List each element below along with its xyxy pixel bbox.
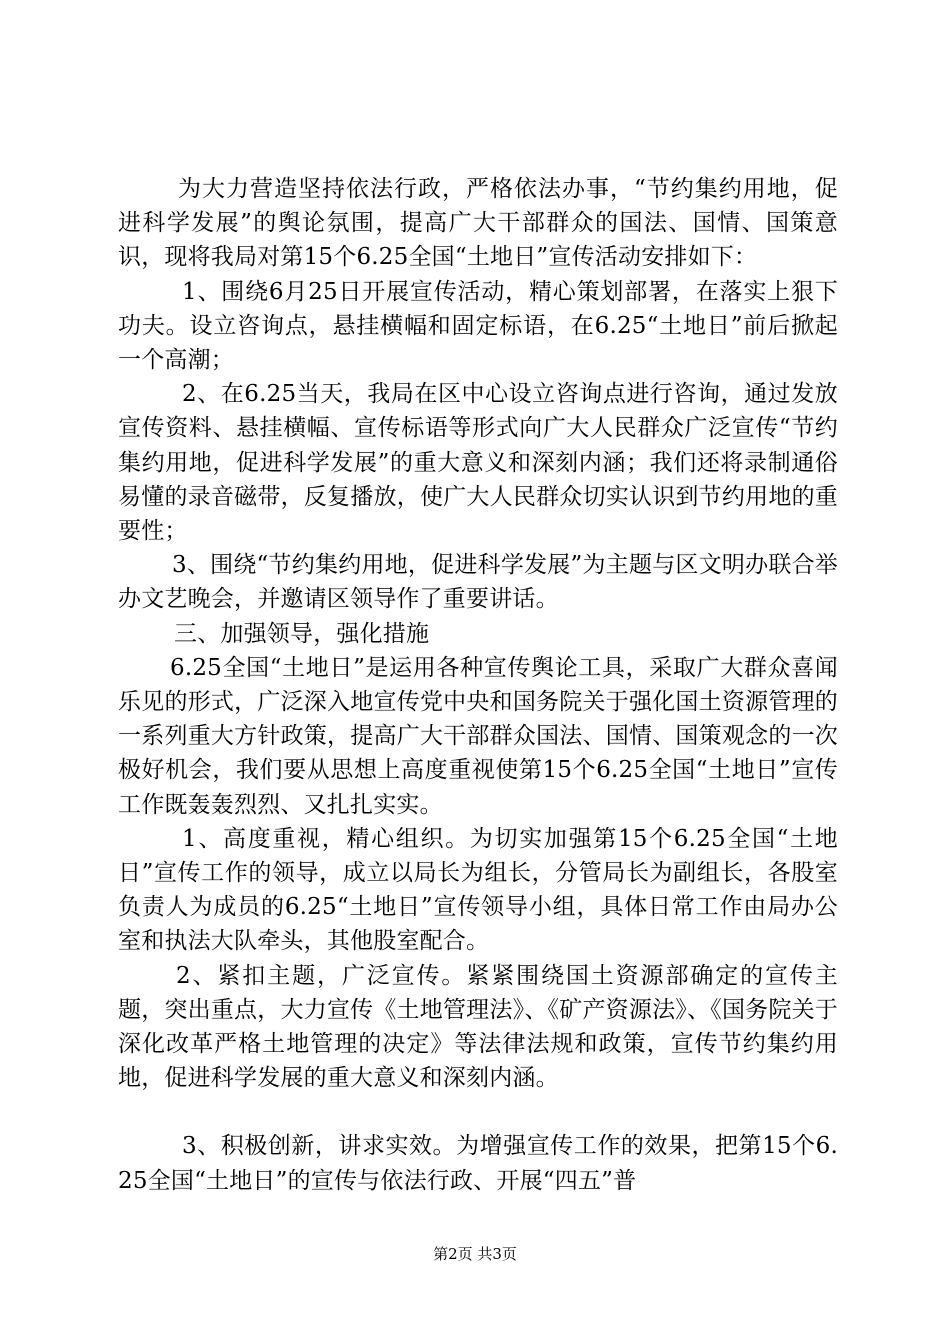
paragraph-item-2: 2、在6.25当天，我局在区中心设立咨询点进行咨询，通过发放宣传资料、悬挂横幅、宣传标语等形式向广大人民群众广泛宣传“节约集约用地，促进科学发展”的重大意义和深刻内涵；我们还将录制通俗易懂的录音磁带，反复播放，使广大人民群众切实认识到节约用地的重要性； (118, 381, 838, 545)
paragraph-item-1: 1、围绕6月25日开展宣传活动，精心策划部署，在落实上狠下功夫。设立咨询点，悬挂横幅和固定标语，在6.25“土地日”前后掀起一个高潮； (118, 278, 838, 374)
paragraph-measure-2: 2、紧扣主题，广泛宣传。紧紧围绕国土资源部确定的宣传主题，突出重点，大力宣传《土地管理法》、《矿产资源法》、《国务院关于深化改革严格土地管理的决定》等法律法规和政策，宣传节约集约用地，促进科学发展的重大意义和深刻内涵。 (118, 962, 838, 1092)
paragraph-item-3: 3、围绕“节约集约用地，促进科学发展”为主题与区文明办联合举办文艺晚会，并邀请区领导作了重要讲话。 (118, 552, 838, 613)
paragraph-gap (118, 1095, 838, 1129)
section-heading-3: 三、加强领导，强化措施 (174, 620, 430, 647)
paragraph-measure-3: 3、积极创新，讲求实效。为增强宣传工作的效果，把第15个6.25全国“土地日”的宣传与依法行政、开展“四五”普 (118, 1133, 838, 1194)
paragraph-intro: 为大力营造坚持依法行政，严格依法办事，“节约集约用地，促进科学发展”的舆论氛围，提高广大干部群众的国法、国情、国策意识，现将我局对第15个6.25全国“土地日”宣传活动安排如下： (118, 176, 838, 271)
paragraph-section-3-intro: 6.25全国“土地日”是运用各种宣传舆论工具，采取广大群众喜闻乐见的形式，广泛深入地宣传党中央和国务院关于强化国土资源管理的一系列重大方针政策，提高广大干部群众国法、国情、国策观念的一次极好机会，我们要从思想上高度重视使第15个6.25全国“土地日”宣传工作既轰轰烈烈、又扎扎实实。 (118, 654, 838, 818)
paragraph-measure-1: 1、高度重视，精心组织。为切实加强第15个6.25全国“土地日”宣传工作的领导，成立以局长为组长，分管局长为副组长，各股室负责人为成员的6.25“土地日”宣传领导小组，具体日常工作由局办公室和执法大队牵头，其他股室配合。 (118, 825, 838, 955)
document-body (118, 172, 838, 1198)
page-footer: 第2页 共3页 (433, 1245, 517, 1263)
